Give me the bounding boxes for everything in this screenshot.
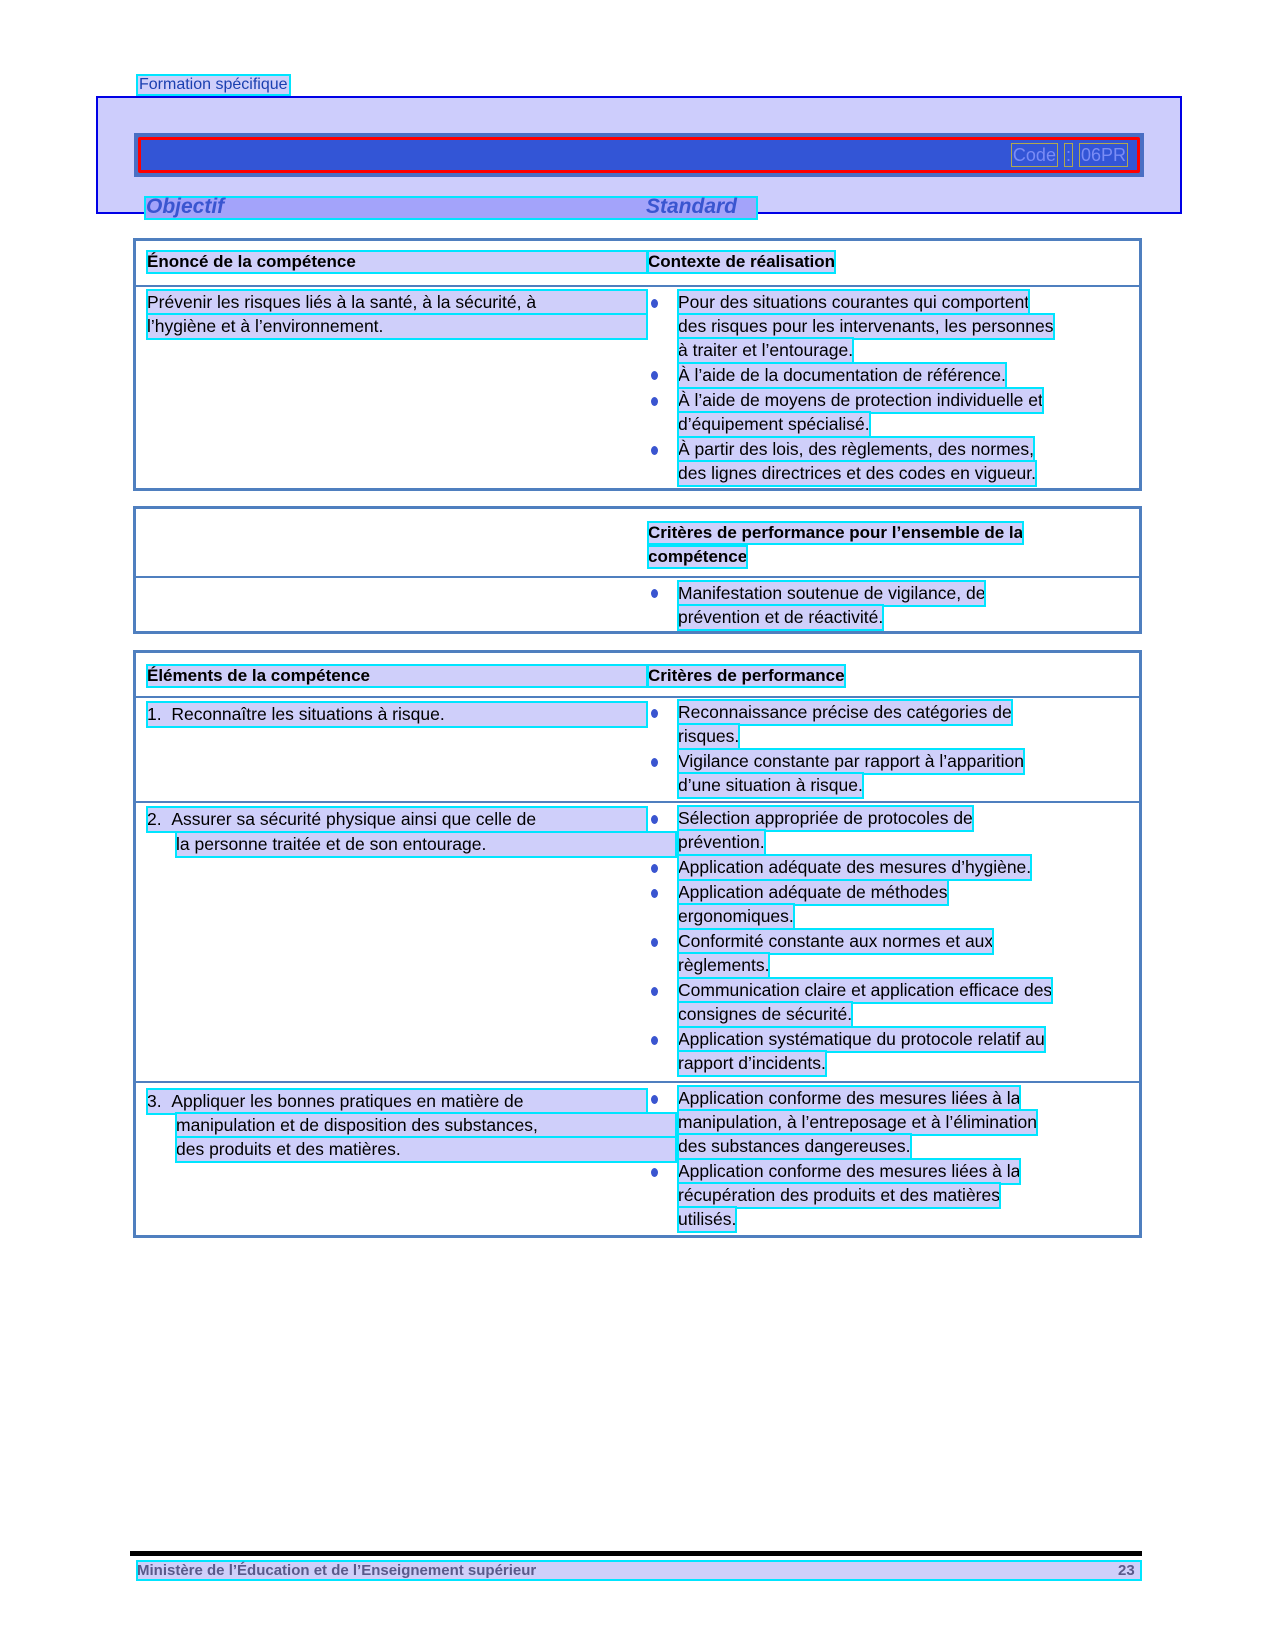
code-label: Code: [1012, 145, 1056, 165]
bullet-icon: [651, 397, 658, 406]
competency-code: [1012, 144, 1127, 166]
page-number: 23: [1118, 1562, 1135, 1579]
bullet-icon: [651, 889, 658, 898]
context-line: À l’aide de moyens de protection individuelle et: [678, 388, 1043, 413]
row-divider: [136, 1081, 1139, 1083]
criteria-line: d’une situation à risque.: [678, 773, 863, 798]
criteria-line: manipulation, à l’entreposage et à l’élimination: [678, 1110, 1037, 1135]
bullet-icon: [651, 987, 658, 996]
context-line: des lignes directrices et des codes en vigueur.: [678, 461, 1036, 486]
context-line: À l’aide de la documentation de référence.: [678, 363, 1006, 388]
bullet-icon: [651, 1095, 658, 1104]
criteria-line: Communication claire et application efficace des: [678, 978, 1052, 1003]
criteria-line: risques.: [678, 724, 739, 749]
bullet-icon: [651, 864, 658, 873]
criteria-line: Application adéquate de méthodes: [678, 880, 948, 905]
footer-publisher: Ministère de l’Éducation et de l’Enseignement supérieur: [137, 1562, 537, 1579]
criteria-line: Sélection appropriée de protocoles de: [678, 806, 973, 831]
elements-criteria-table: [133, 650, 1142, 1238]
criteria-line: Reconnaissance précise des catégories de: [678, 700, 1012, 725]
objectif-heading: Objectif: [146, 195, 225, 218]
criteria-line: des substances dangereuses.: [678, 1134, 911, 1159]
bullet-icon: [651, 446, 658, 455]
criteria-line: prévention et de réactivité.: [678, 605, 883, 630]
standard-heading: Standard: [646, 195, 738, 218]
bullet-icon: [651, 758, 658, 767]
statement-line: Prévenir les risques liés à la santé, à la sécurité, à: [147, 290, 647, 315]
criteria-line: Conformité constante aux normes et aux: [678, 929, 993, 954]
element-text: Assurer sa sécurité physique ainsi que celle de: [171, 809, 537, 829]
criteria-line: rapport d’incidents.: [678, 1051, 826, 1076]
bullet-icon: [651, 299, 658, 308]
col-header-overall-criteria: Critères de performance pour l’ensemble de la: [648, 523, 1024, 542]
bullet-icon: [651, 1036, 658, 1045]
context-line: à traiter et l’entourage.: [678, 338, 853, 363]
criteria-line: récupération des produits et des matières: [678, 1183, 1000, 1208]
overall-criteria-table: [133, 506, 1142, 634]
element-number: 2.: [147, 809, 162, 829]
criteria-line: Manifestation soutenue de vigilance, de: [678, 581, 985, 606]
statement-line: l’hygiène et à l’environnement.: [147, 314, 647, 339]
bullet-icon: [651, 815, 658, 824]
bullet-icon: [651, 938, 658, 947]
bullet-icon: [651, 1168, 658, 1177]
context-line: des risques pour les intervenants, les personnes: [678, 314, 1054, 339]
element-text: Appliquer les bonnes pratiques en matière de: [171, 1091, 524, 1111]
col-header-elements: Éléments de la compétence: [147, 665, 647, 687]
criteria-line: consignes de sécurité.: [678, 1002, 852, 1027]
criteria-line: Application adéquate des mesures d’hygiène.: [678, 855, 1031, 880]
header-divider: [136, 576, 1139, 578]
code-value: 06PR: [1080, 145, 1126, 165]
row-divider: [136, 801, 1139, 803]
criteria-line: règlements.: [678, 953, 769, 978]
bullet-icon: [651, 371, 658, 380]
criteria-line: utilisés.: [678, 1207, 736, 1232]
document-section-label: Formation spécifique: [139, 76, 288, 93]
criteria-line: prévention.: [678, 830, 765, 855]
col-header-criteria: Critères de performance: [648, 666, 845, 685]
col-header-context: Contexte de réalisation: [648, 252, 836, 271]
criteria-line: Vigilance constante par rapport à l’apparition: [678, 749, 1024, 774]
header-divider: [136, 285, 1139, 287]
criteria-line: Application conforme des mesures liées à la: [678, 1159, 1020, 1184]
objective-standard-row: [146, 195, 756, 218]
element-text: manipulation et de disposition des substances,: [176, 1113, 676, 1138]
col-header-statement: Énoncé de la compétence: [147, 251, 647, 273]
context-line: À partir des lois, des règlements, des normes,: [678, 437, 1034, 462]
header-divider: [136, 696, 1139, 698]
footer-rule: [130, 1551, 1142, 1556]
code-bar: [138, 137, 1140, 173]
bullet-icon: [651, 709, 658, 718]
code-separator: :: [1065, 145, 1071, 165]
element-number: 1.: [147, 704, 162, 724]
context-line: d’équipement spécialisé.: [678, 412, 870, 437]
element-row-1: [147, 702, 647, 727]
element-text: la personne traitée et de son entourage.: [176, 832, 676, 857]
col-header-overall-criteria: compétence: [648, 547, 748, 566]
criteria-line: ergonomiques.: [678, 904, 794, 929]
context-line: Pour des situations courantes qui comportent: [678, 290, 1029, 315]
criteria-line: Application conforme des mesures liées à la: [678, 1086, 1020, 1111]
criteria-line: Application systématique du protocole relatif au: [678, 1027, 1045, 1052]
element-number: 3.: [147, 1091, 162, 1111]
element-row-2: [147, 807, 647, 832]
bullet-icon: [651, 589, 658, 598]
element-row-3: [147, 1089, 647, 1114]
element-text: Reconnaître les situations à risque.: [171, 704, 445, 724]
competency-statement-table: [133, 238, 1142, 491]
element-text: des produits et des matières.: [176, 1137, 676, 1162]
